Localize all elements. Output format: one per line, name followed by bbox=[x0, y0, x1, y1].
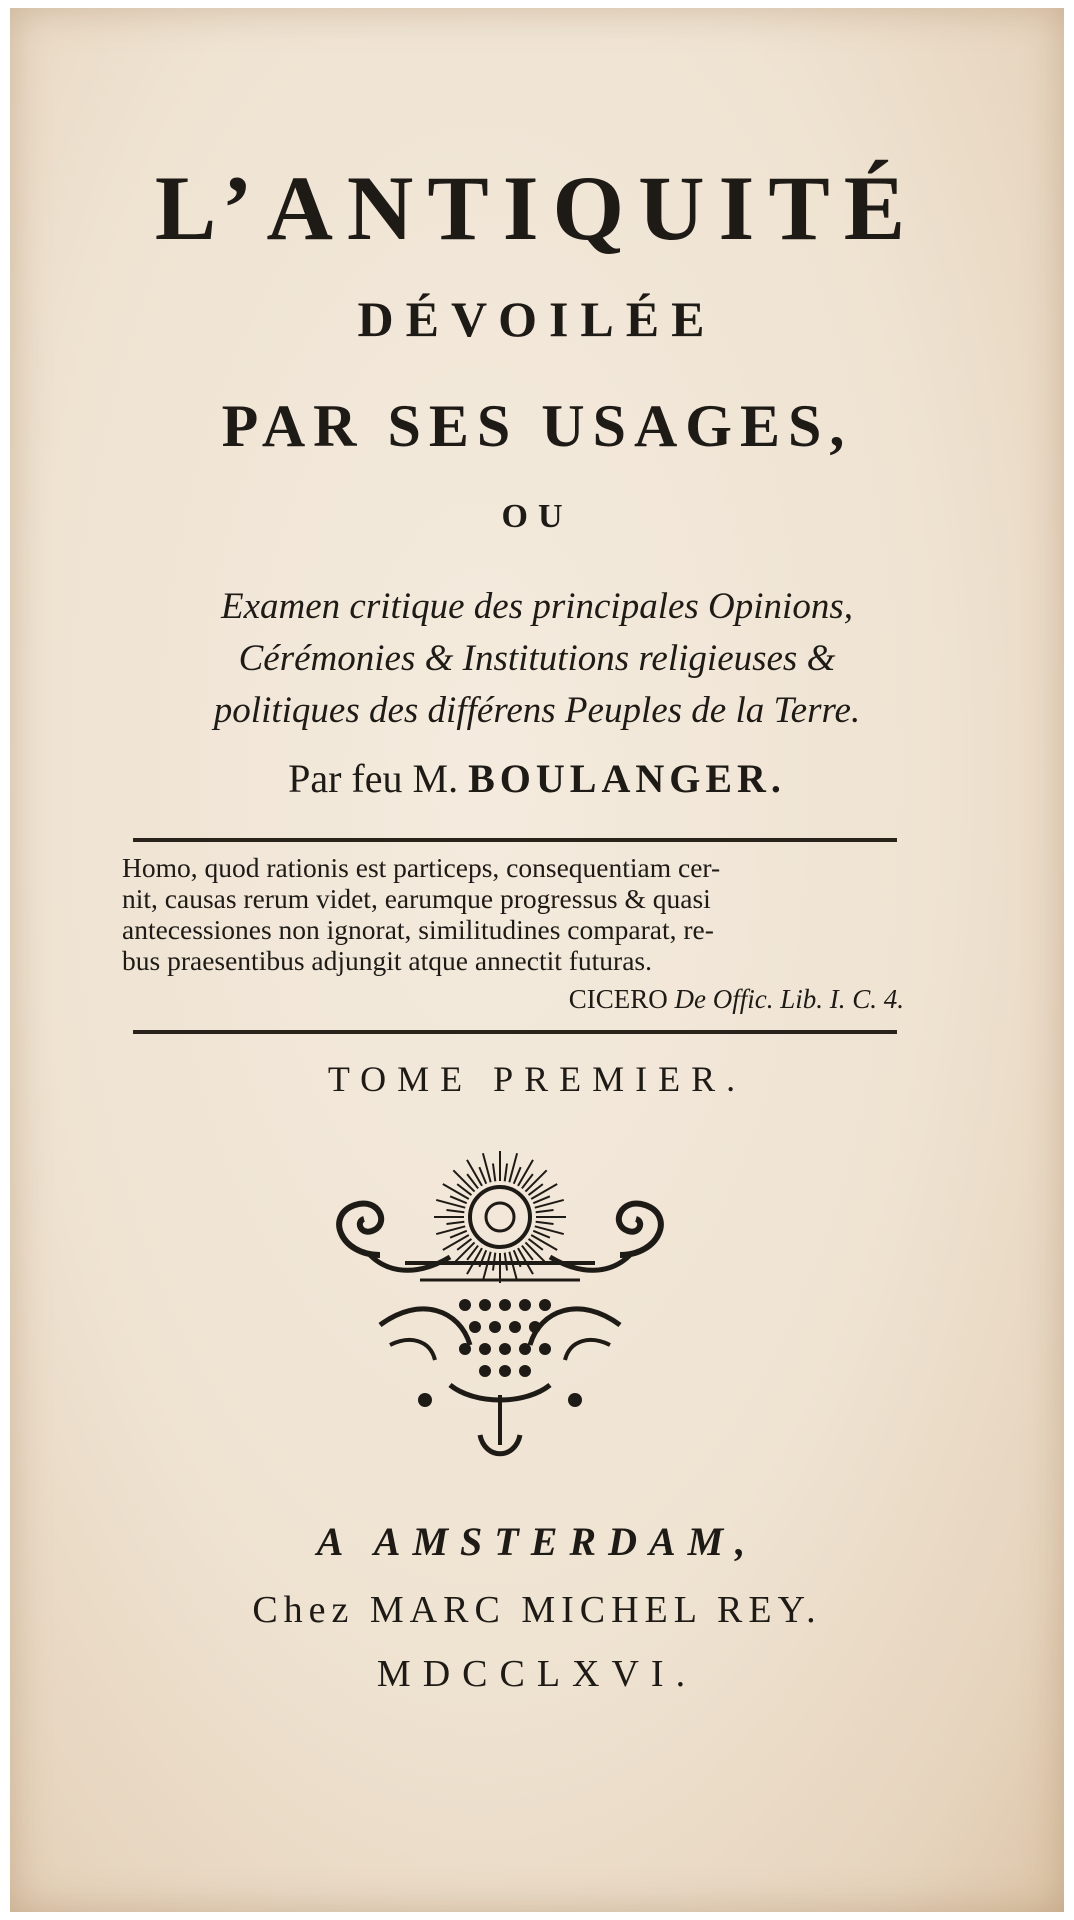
sunburst-ray bbox=[443, 1184, 469, 1199]
sunburst-ray bbox=[505, 1163, 507, 1181]
epigraph-line: Homo, quod rationis est particeps, consequentiam cer- bbox=[122, 852, 721, 883]
sunburst-ray bbox=[536, 1210, 554, 1212]
volume-label: TOME PREMIER. bbox=[327, 1059, 747, 1099]
imprint-year: MDCCLXVI. bbox=[376, 1653, 698, 1695]
epigraph bbox=[122, 852, 904, 976]
author-line bbox=[0, 755, 1074, 802]
subtitle-line-2: Cérémonies & Institutions religieuses & bbox=[238, 638, 836, 679]
sunburst-ray bbox=[536, 1222, 554, 1224]
title-conjunction: OU bbox=[501, 498, 573, 535]
cite-author: CICERO bbox=[568, 984, 668, 1014]
author-name: BOULANGER. bbox=[468, 756, 786, 801]
epigraph-line: bus praesentibus adjungit atque annectit futuras. bbox=[122, 945, 652, 976]
sunburst-ray bbox=[446, 1210, 464, 1212]
sunburst-ray bbox=[493, 1163, 495, 1181]
sunburst-ray bbox=[531, 1235, 557, 1250]
bottom-rule bbox=[133, 1030, 897, 1034]
subtitle-line-1: Examen critique des principales Opinions, bbox=[221, 586, 853, 627]
sunburst-ray bbox=[446, 1222, 464, 1224]
title-line-2: DÉVOILÉE bbox=[357, 291, 717, 347]
sunburst-ray bbox=[467, 1160, 482, 1186]
sunburst-ray bbox=[531, 1184, 557, 1199]
author-prefix: Par feu M. bbox=[288, 756, 459, 801]
title-line-3: PAR SES USAGES, bbox=[221, 393, 853, 459]
sunburst-ray bbox=[443, 1235, 469, 1250]
subtitle-line-3: politiques des différens Peuples de la Terre. bbox=[213, 690, 861, 731]
top-rule bbox=[133, 838, 897, 842]
cite-work: De Offic. Lib. I. C. 4. bbox=[674, 984, 904, 1014]
imprint-publisher: Chez MARC MICHEL REY. bbox=[252, 1589, 822, 1631]
imprint-place: A AMSTERDAM, bbox=[316, 1519, 758, 1564]
epigraph-citation bbox=[569, 984, 904, 1015]
sunburst-ornament-icon bbox=[310, 1145, 690, 1475]
title-line-1: L’ANTIQUITÉ bbox=[154, 157, 920, 259]
epigraph-line: nit, causas rerum videt, earumque progressus & quasi bbox=[122, 883, 711, 914]
epigraph-line: antecessiones non ignorat, similitudines comparat, re- bbox=[122, 914, 714, 945]
sunburst-ray bbox=[518, 1160, 533, 1186]
